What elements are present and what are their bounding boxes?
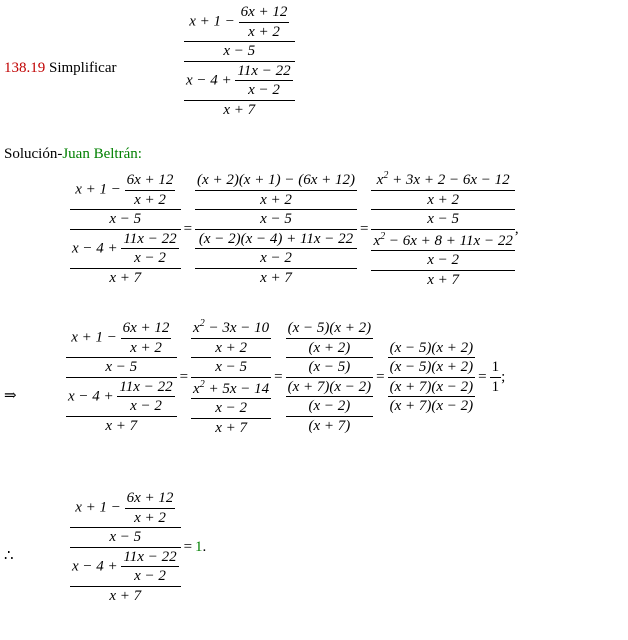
final-value: 1: [195, 538, 203, 555]
math-term: 11x − 22: [123, 230, 177, 247]
math-term: x + 2: [134, 191, 166, 208]
math-term: x − 2: [427, 252, 460, 268]
math-term: x + 1 −: [189, 13, 235, 30]
math-term: x: [373, 232, 381, 249]
math-term: x + 7: [223, 101, 256, 118]
math-term: (x + 7)(x − 2): [389, 378, 474, 395]
math-term: x: [193, 320, 200, 336]
math-term: x + 2: [248, 23, 280, 40]
math-term: − 3x − 10: [208, 320, 270, 336]
math-term: x: [376, 172, 384, 188]
math-term: 2: [199, 378, 205, 390]
math-term: ;: [501, 368, 506, 385]
math-term: + 3x + 2 − 6x − 12: [392, 172, 510, 188]
problem-number: 138.19: [4, 60, 46, 76]
math-term: (x − 5)(x + 2): [287, 320, 372, 336]
implies-arrow: ⇒: [4, 388, 17, 404]
math-term: x + 7: [215, 419, 247, 436]
final-result: [70, 490, 206, 604]
math-term: x + 1 −: [75, 499, 121, 516]
math-term: =: [183, 220, 193, 237]
math-term: − 6x + 8 + 11x − 22: [388, 232, 513, 249]
math-term: x + 1 −: [71, 329, 117, 346]
math-term: x − 2: [248, 82, 280, 98]
math-term: ,: [514, 220, 519, 237]
math-term: (x − 5)(x + 2): [389, 339, 474, 356]
math-term: 2: [383, 170, 389, 181]
math-term: (x + 7)(x − 2): [287, 378, 372, 395]
math-term: x + 2: [260, 191, 292, 208]
math-term: =: [359, 220, 369, 237]
math-term: 6x + 12: [126, 172, 174, 188]
solution-step-1: [70, 170, 519, 288]
math-term: x − 5: [109, 211, 142, 227]
math-term: =: [274, 368, 283, 385]
math-term: x − 5: [427, 211, 460, 227]
author-name: Juan Beltrán:: [62, 146, 142, 162]
math-term: Solución-: [4, 146, 63, 162]
math-term: x + 2: [215, 339, 247, 356]
problem-statement: [4, 60, 117, 77]
solution-step-2: [66, 318, 505, 436]
math-term: x + 2: [130, 339, 162, 356]
math-term: (x − 2)(x − 4) + 11x − 22: [198, 230, 354, 247]
math-term: x − 4 +: [186, 71, 232, 88]
math-term: (x + 7)(x − 2): [389, 398, 474, 414]
math-term: =: [376, 368, 385, 385]
math-term: + 5x − 14: [208, 380, 270, 397]
math-term: x + 7: [427, 271, 460, 288]
math-term: .: [202, 538, 207, 555]
math-term: x − 2: [215, 400, 247, 416]
problem-text: Simplificar: [49, 60, 117, 76]
math-term: x − 4 +: [72, 557, 118, 574]
math-term: 6x + 12: [122, 320, 170, 336]
math-term: x + 7: [109, 587, 142, 604]
math-term: x + 7: [105, 417, 138, 434]
math-term: x + 2: [134, 509, 166, 526]
math-term: =: [179, 368, 189, 385]
math-term: x: [193, 380, 200, 397]
math-term: 2: [199, 318, 205, 329]
math-term: x + 7: [109, 269, 142, 286]
math-term: x − 5: [260, 211, 292, 227]
math-term: (x + 2)(x + 1) − (6x + 12): [197, 172, 355, 188]
math-term: x − 5: [215, 359, 247, 375]
math-term: x − 5: [223, 43, 256, 59]
math-term: 1: [491, 359, 500, 375]
math-term: 1: [491, 378, 500, 395]
math-term: (x + 2): [308, 339, 351, 356]
math-term: 11x − 22: [237, 62, 291, 79]
math-term: (x − 5): [308, 359, 351, 375]
math-term: 6x + 12: [126, 490, 174, 506]
math-term: 6x + 12: [240, 4, 288, 20]
math-term: 11x − 22: [123, 548, 177, 565]
math-term: (x − 5)(x + 2): [389, 359, 474, 375]
math-term: 2: [380, 230, 386, 242]
math-term: 11x − 22: [119, 378, 173, 395]
solution-label: [4, 146, 142, 163]
math-term: x − 2: [130, 398, 162, 414]
therefore-symbol: ∴: [4, 548, 14, 564]
problem-expression: [184, 4, 295, 118]
math-term: x − 2: [260, 250, 292, 266]
math-term: x + 7: [260, 269, 292, 286]
math-term: x − 4 +: [72, 239, 118, 256]
math-term: x + 1 −: [75, 181, 121, 198]
math-term: x − 2: [134, 568, 166, 584]
math-term: (x − 2): [308, 398, 351, 414]
math-term: =: [478, 368, 487, 385]
math-term: x − 5: [105, 359, 138, 375]
math-term: x − 4 +: [68, 387, 114, 404]
math-term: x + 2: [427, 191, 460, 208]
math-term: x − 5: [109, 529, 142, 545]
math-term: (x + 7): [308, 417, 351, 434]
math-term: =: [183, 538, 193, 555]
math-term: x − 2: [134, 250, 166, 266]
